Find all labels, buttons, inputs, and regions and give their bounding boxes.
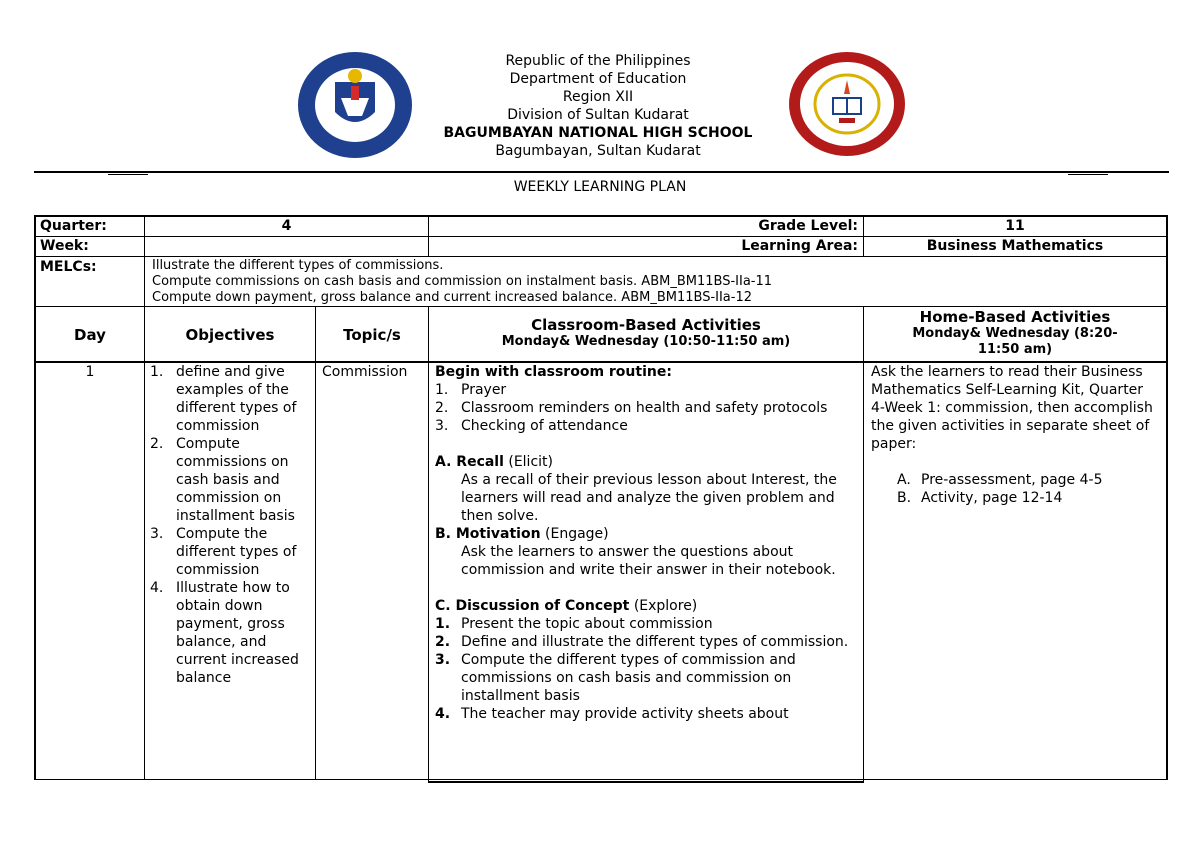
motivation-tag: (Engage) [545, 526, 609, 542]
objective-item [150, 435, 308, 525]
table-row-line [34, 306, 1167, 307]
motivation-label: B. Motivation [435, 526, 541, 542]
header-rule-accent-left [108, 174, 148, 175]
col-classroom [429, 316, 863, 350]
table-border-right [1166, 215, 1168, 780]
col-home [864, 308, 1166, 358]
discussion-number: 4. [435, 706, 451, 722]
learning-area-value: Business Mathematics [926, 238, 1104, 254]
table-col-line [144, 256, 145, 307]
routine-item [435, 381, 859, 399]
header-rule [34, 171, 1169, 173]
table-col-line [315, 306, 316, 780]
col-topics: Topic/s [343, 326, 401, 344]
classroom-activities [435, 363, 859, 723]
table-border-left [34, 215, 36, 780]
row-topic: Commission [322, 364, 408, 380]
recall-label: A. Recall [435, 454, 504, 470]
routine-number: 2. [435, 400, 449, 416]
header-rule-accent-right [1068, 174, 1108, 175]
home-item [871, 471, 1161, 489]
recall-heading [435, 453, 859, 471]
discussion-text: Define and illustrate the different types of commission. [461, 634, 849, 650]
table-border-bottom [34, 779, 1167, 780]
header-school: BAGUMBAYAN NATIONAL HIGH SCHOOL [443, 125, 753, 141]
routine-title: Begin with classroom routine: [435, 364, 672, 380]
table-col-line [428, 306, 429, 783]
discussion-text: The teacher may provide activity sheets about [461, 706, 789, 722]
home-item-text: Activity, page 12-14 [921, 490, 1063, 506]
home-item-letter: B. [897, 490, 912, 506]
routine-item [435, 417, 859, 435]
discussion-text: Present the topic about commission [461, 616, 713, 632]
discussion-label: C. Discussion of Concept [435, 598, 630, 614]
objective-number: 2. [150, 436, 164, 452]
discussion-item [435, 633, 859, 651]
objective-item [150, 363, 308, 435]
discussion-item [435, 705, 859, 723]
home-item [871, 489, 1161, 507]
home-item-letter: A. [897, 472, 911, 488]
discussion-heading [435, 597, 859, 615]
quarter-label: Quarter: [40, 218, 107, 234]
home-schedule: Monday& Wednesday (8:20-11:50 am) [912, 326, 1118, 357]
routine-number: 1. [435, 382, 449, 398]
routine-number: 3. [435, 418, 449, 434]
objectives-list [150, 363, 308, 687]
discussion-item [435, 615, 859, 633]
home-item-text: Pre-assessment, page 4-5 [921, 472, 1103, 488]
document-header [300, 52, 896, 160]
melc-item: Illustrate the different types of commissions. [152, 258, 444, 273]
col-day: Day [74, 326, 106, 344]
routine-text: Classroom reminders on health and safety protocols [461, 400, 828, 416]
header-republic: Republic of the Philippines [505, 53, 691, 69]
grade-value: 11 [1005, 218, 1025, 234]
melcs-list [152, 258, 1162, 306]
header-region: Region XII [562, 89, 634, 105]
melcs-label: MELCs: [40, 259, 97, 275]
table-col-line [144, 306, 145, 780]
classroom-schedule: Monday& Wednesday (10:50-11:50 am) [501, 334, 791, 349]
header-division: Division of Sultan Kudarat [507, 107, 689, 123]
home-activities [871, 363, 1161, 507]
objective-item [150, 579, 308, 687]
objective-text: Compute commissions on cash basis and commission on installment basis [176, 436, 295, 524]
objective-text: Compute the different types of commission [176, 526, 297, 578]
melc-item: Compute commissions on cash basis and commission on instalment basis. ABM_BM11BS-IIa-11 [152, 274, 773, 289]
objective-text: Illustrate how to obtain down payment, gross balance, and current increased balance [176, 580, 299, 686]
learning-area-label: Learning Area: [741, 238, 858, 254]
classroom-title: Classroom-Based Activities [531, 316, 761, 334]
motivation-text: Ask the learners to answer the questions about commission and write their answer in their notebook. [461, 544, 836, 578]
plan-title: WEEKLY LEARNING PLAN [513, 179, 687, 195]
recall-tag: (Elicit) [508, 454, 553, 470]
row-day: 1 [85, 364, 95, 380]
objective-number: 4. [150, 580, 164, 596]
discussion-text: Compute the different types of commission and commissions on cash basis and commission on installment basis [461, 652, 796, 704]
motivation-heading [435, 525, 859, 543]
grade-label: Grade Level: [758, 218, 858, 234]
home-text: Ask the learners to read their Business Mathematics Self-Learning Kit, Quarter 4-Week 1: commission, then accomplish the given activities in separate sheet of paper: [871, 364, 1153, 452]
discussion-tag: (Explore) [633, 598, 698, 614]
table-col-line [863, 306, 864, 783]
routine-text: Prayer [461, 382, 507, 398]
discussion-number: 3. [435, 652, 451, 668]
objective-item [150, 525, 308, 579]
objective-number: 3. [150, 526, 164, 542]
routine-item [435, 399, 859, 417]
discussion-item [435, 651, 859, 705]
routine-text: Checking of attendance [461, 418, 628, 434]
discussion-number: 1. [435, 616, 451, 632]
header-location: Bagumbayan, Sultan Kudarat [495, 143, 701, 159]
recall-text: As a recall of their previous lesson about Interest, the learners will read and analyze the given problem and then solve. [461, 472, 837, 524]
home-title: Home-Based Activities [919, 308, 1111, 326]
quarter-value: 4 [281, 218, 292, 234]
header-department: Department of Education [509, 71, 687, 87]
col-objectives: Objectives [185, 326, 275, 344]
classroom-bottom-line [428, 781, 863, 783]
table-row-line [34, 256, 1167, 257]
week-label: Week: [40, 238, 89, 254]
objective-number: 1. [150, 364, 164, 380]
melc-item: Compute down payment, gross balance and current increased balance. ABM_BM11BS-IIa-12 [152, 290, 752, 305]
discussion-number: 2. [435, 634, 451, 650]
table-col-line [428, 215, 429, 257]
objective-text: define and give examples of the different types of commission [176, 364, 297, 434]
